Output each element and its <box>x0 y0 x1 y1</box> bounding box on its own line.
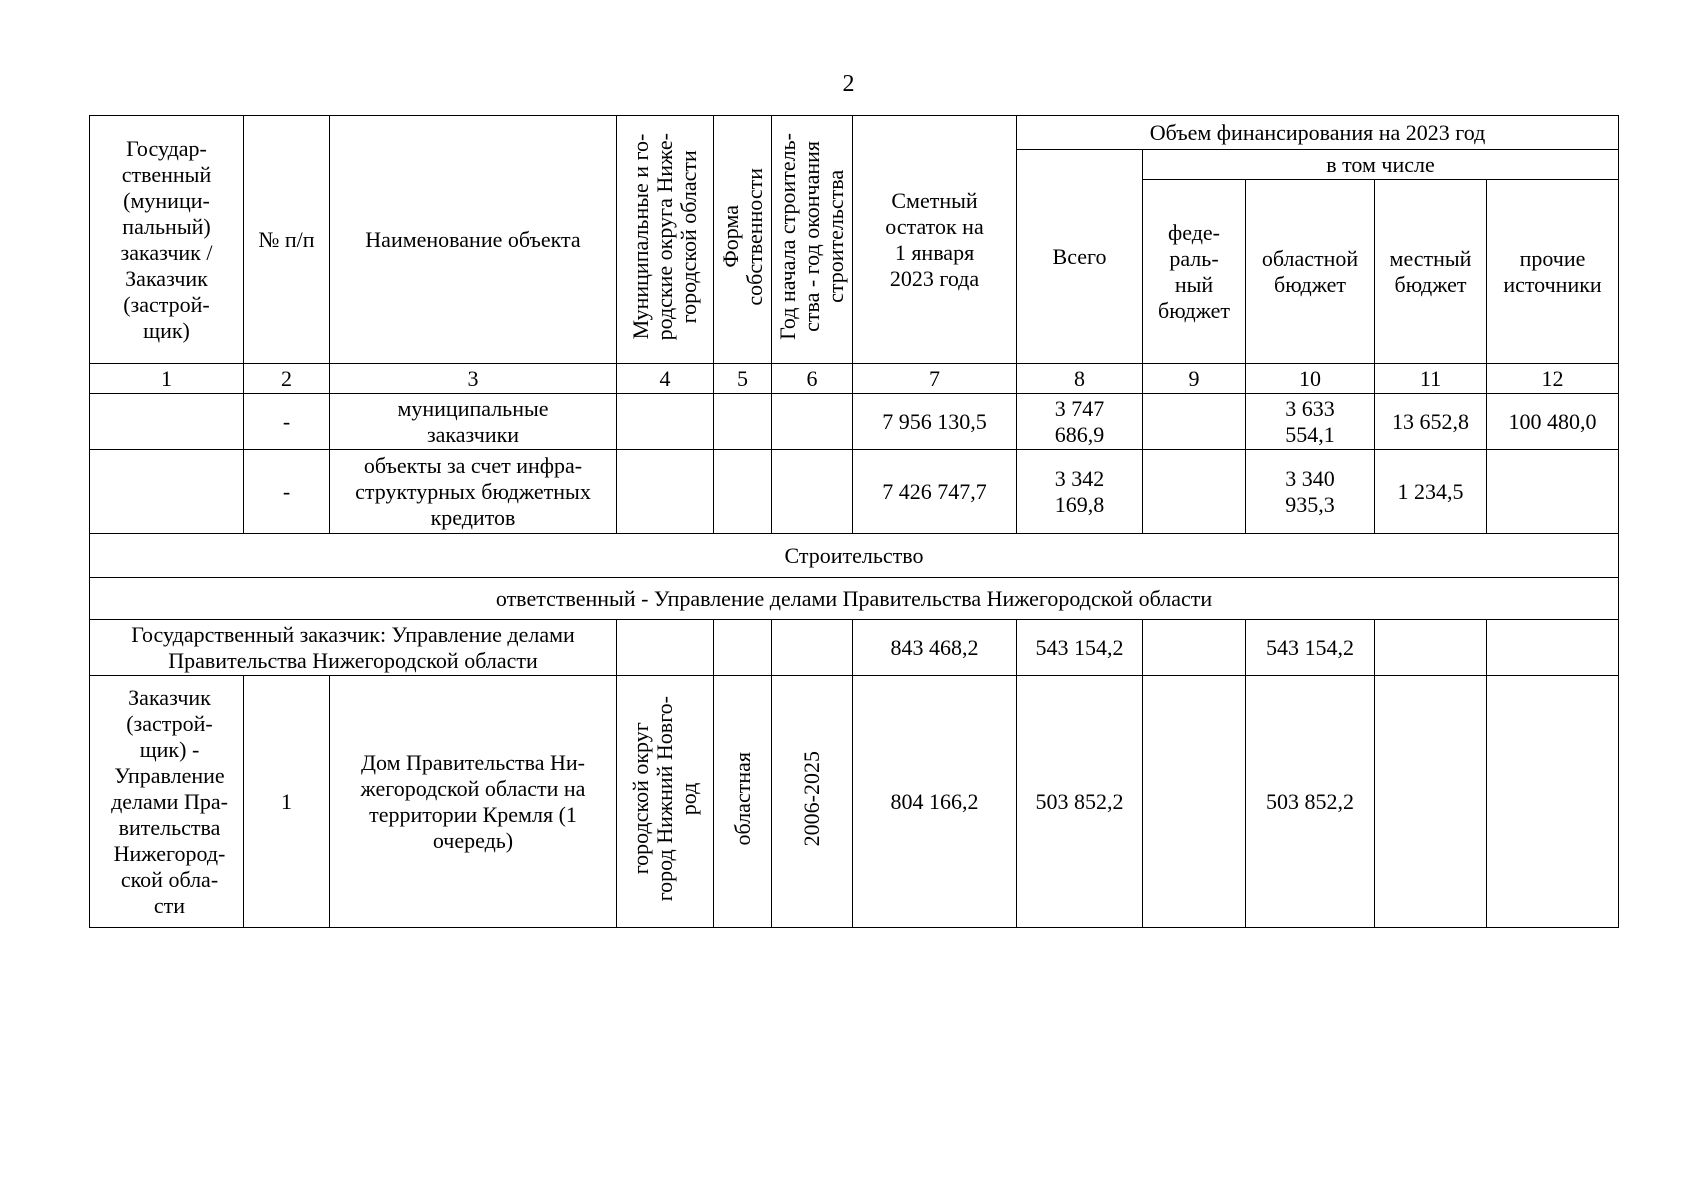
local-value: 1 234,5 <box>1375 450 1487 534</box>
total-value: 3 747 686,9 <box>1017 394 1143 450</box>
balance-value: 7 956 130,5 <box>853 394 1017 450</box>
header-regional: областной бюджет <box>1246 180 1375 364</box>
column-number: 4 <box>617 364 714 394</box>
column-number: 5 <box>714 364 772 394</box>
balance-value: 804 166,2 <box>853 676 1017 928</box>
column-number: 3 <box>330 364 617 394</box>
column-number: 6 <box>772 364 853 394</box>
object-name: Дом Правительства Ни- жегородской области на территории Кремля (1 очередь) <box>330 676 617 928</box>
column-number: 12 <box>1487 364 1619 394</box>
column-number: 7 <box>853 364 1017 394</box>
balance-value: 7 426 747,7 <box>853 450 1017 534</box>
column-number-row <box>90 364 1619 394</box>
row-number: - <box>244 394 330 450</box>
section-title: Строительство <box>90 534 1619 578</box>
header-years-cell <box>772 116 853 364</box>
object-years: 2006-2025 <box>799 750 824 847</box>
header-ownership: Форма собственности <box>717 167 767 306</box>
page-number: 2 <box>842 71 855 97</box>
header-funding-group: Объем финансирования на 2023 год <box>1017 116 1619 150</box>
header-object-name: Наименование объекта <box>330 116 617 364</box>
table-row-object-1 <box>90 676 1619 928</box>
object-ownership: областная <box>729 751 755 846</box>
row-number: 1 <box>244 676 330 928</box>
object-municipality: городской округ город Нижний Новго- род <box>628 695 701 902</box>
object-name: объекты за счет инфра- структурных бюджетных кредитов <box>330 450 617 534</box>
column-number: 11 <box>1375 364 1487 394</box>
financing-table <box>89 115 1619 928</box>
header-municipality-cell <box>617 116 714 364</box>
column-number: 8 <box>1017 364 1143 394</box>
responsible-row: ответственный - Управление делами Правительства Нижегородской области <box>90 578 1619 620</box>
state-customer-label: Государственный заказчик: Управление делами Правительства Нижегородской области <box>90 620 617 676</box>
header-years: Год начала строитель- ства - год окончания строительства <box>775 133 848 340</box>
local-value: 13 652,8 <box>1375 394 1487 450</box>
table-row-municipal <box>90 394 1619 450</box>
balance-value: 843 468,2 <box>853 620 1017 676</box>
regional-value: 503 852,2 <box>1246 676 1375 928</box>
header-ownership-cell <box>714 116 772 364</box>
header-number: № п/п <box>244 116 330 364</box>
total-value: 543 154,2 <box>1017 620 1143 676</box>
table-row-infra <box>90 450 1619 534</box>
header-including: в том числе <box>1143 150 1619 180</box>
header-total: Всего <box>1017 150 1143 364</box>
header-municipality: Муниципальные и го- родские округа Ниже- городской области <box>628 132 701 341</box>
ownership-cell <box>714 676 772 928</box>
other-value: 100 480,0 <box>1487 394 1619 450</box>
total-value: 3 342 169,8 <box>1017 450 1143 534</box>
column-number: 10 <box>1246 364 1375 394</box>
years-cell <box>772 676 853 928</box>
regional-value: 543 154,2 <box>1246 620 1375 676</box>
object-customer: Заказчик (застрой- щик) - Управление делами Пра- вительства Нижегород- ской обла- сти <box>90 676 244 928</box>
object-name: муниципальные заказчики <box>330 394 617 450</box>
header-federal: феде- раль- ный бюджет <box>1143 180 1246 364</box>
header-other: прочие источники <box>1487 180 1619 364</box>
header-customer: Государ- ственный (муници- пальный) заказчик / Заказчик (застрой- щик) <box>90 116 244 364</box>
column-number: 9 <box>1143 364 1246 394</box>
column-number: 1 <box>90 364 244 394</box>
total-value: 503 852,2 <box>1017 676 1143 928</box>
table-row-state-customer <box>90 620 1619 676</box>
regional-value: 3 340 935,3 <box>1246 450 1375 534</box>
regional-value: 3 633 554,1 <box>1246 394 1375 450</box>
header-local: местный бюджет <box>1375 180 1487 364</box>
row-number: - <box>244 450 330 534</box>
header-balance: Сметный остаток на 1 января 2023 года <box>853 116 1017 364</box>
municipality-cell <box>617 676 714 928</box>
column-number: 2 <box>244 364 330 394</box>
